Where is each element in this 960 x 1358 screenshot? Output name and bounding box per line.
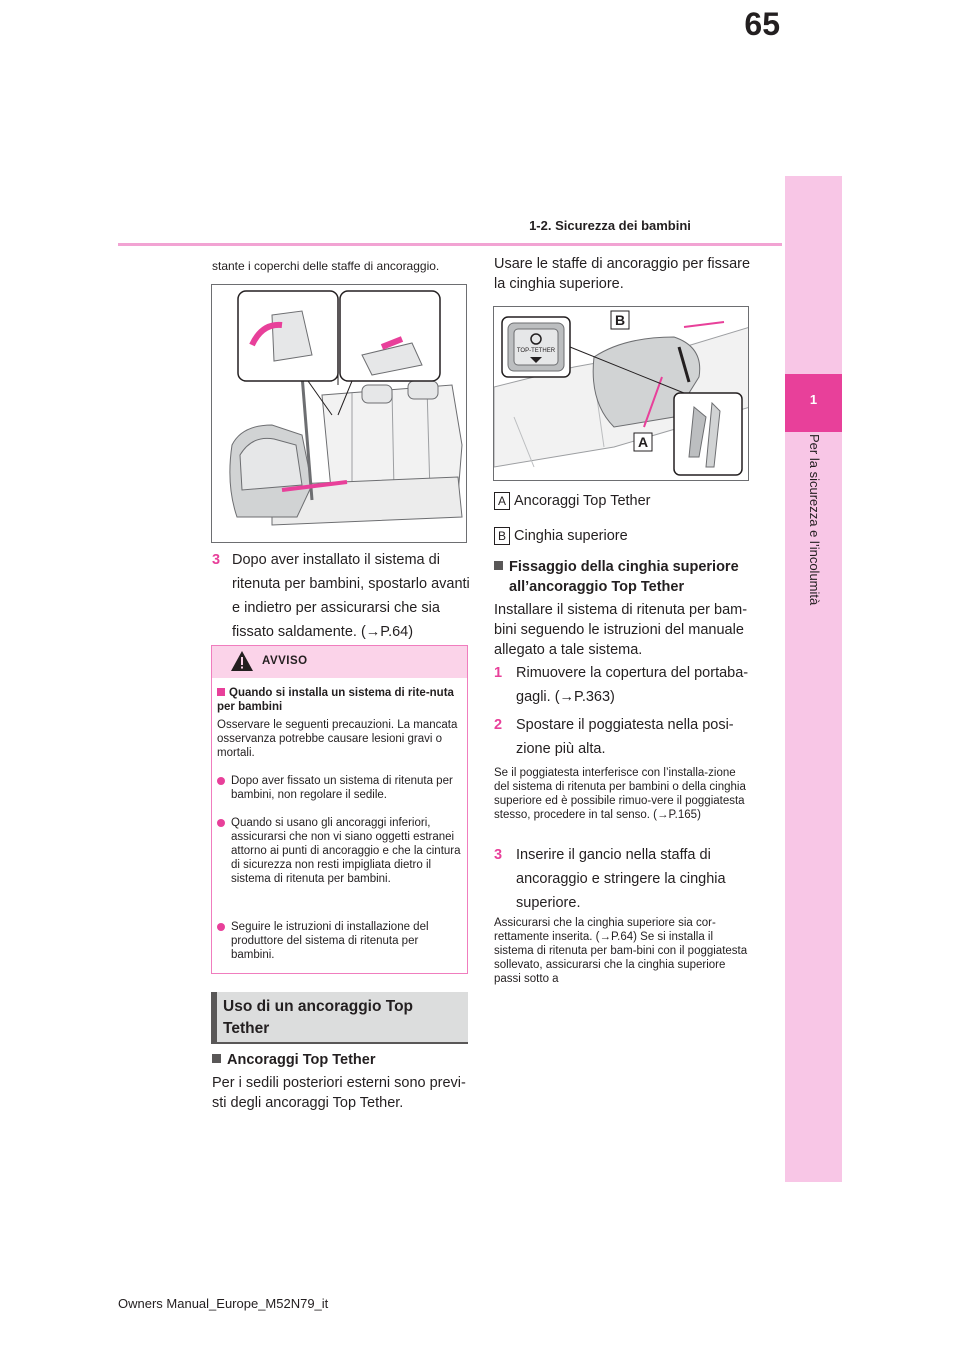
round-bullet-icon <box>217 819 225 827</box>
warning-label: AVVISO <box>262 655 308 667</box>
figure-label-a: A <box>637 434 649 450</box>
chapter-number: 1 <box>809 392 818 407</box>
warning-intro: Osservare le seguenti precauzioni. La mancata osservanza potrebbe causare lesioni gravi o mortali. <box>217 719 458 759</box>
figure-top-tether <box>493 306 749 481</box>
figure-label-b: B <box>614 312 626 328</box>
legend-text: Cinghia superiore <box>514 528 628 544</box>
top-tether-illustration <box>494 307 749 481</box>
legend-key: A <box>494 492 510 510</box>
warning-subhead: Quando si installa un sistema di rite-nuta per bambini <box>217 687 454 713</box>
step-2 <box>494 713 756 761</box>
note-cinghia: Assicurarsi che la cinghia superiore sia cor-rettamente inserita. (→P.64) Se si installa il sistema di ritenuta per bam-bini con il poggiatesta sollevato, assicurarsi che la cinghia superiore passi sotto a <box>494 917 748 985</box>
warning-triangle-icon <box>230 650 254 672</box>
step-number: 2 <box>494 717 503 733</box>
square-bullet-icon <box>212 1054 221 1063</box>
warning-bullet: Quando si usano gli ancoraggi inferiori, assicurarsi che non vi siano oggetti estranei attorno ai punti di ancoraggio e che la cintura di sicurezza non resti impigliata dietro il sistema di ritenuta per bambini. <box>217 816 462 886</box>
square-bullet-icon <box>494 561 503 570</box>
note-poggiatesta: Se il poggiatesta interferisce con l’installa-zione del sistema di ritenuta per bambini o della cinghia superiore ed è possibile rimuo-vere il poggiatesta stesso, procedere in tal senso. (→P.165) <box>494 767 746 821</box>
child-seat-illustration <box>212 285 467 543</box>
step-text: Dopo aver installato il sistema di ritenuta per bambini, spostarlo avanti e indietro per assicurarsi che sia fissato saldamente. (→P.64) <box>232 552 470 640</box>
step-text: Rimuovere la copertura del portaba-gagli. (→P.363) <box>516 665 749 705</box>
continuation-text: stante i coperchi delle staffe di ancoraggio. <box>212 259 440 273</box>
subhead-ancoraggi: Ancoraggi Top Tether <box>212 1050 472 1070</box>
step-text: Spostare il poggiatesta nella posi-zione più alta. <box>516 717 734 757</box>
step-3-left <box>212 548 472 644</box>
section-heading-bar <box>211 992 217 1042</box>
footer-document-id: Owners Manual_Europe_M52N79_it <box>118 1296 329 1311</box>
subhead-fissaggio: Fissaggio della cinghia superiore all’ancoraggio Top Tether <box>494 557 771 597</box>
header-divider <box>118 243 782 246</box>
legend-item-b <box>494 527 754 545</box>
legend-text: Ancoraggi Top Tether <box>514 493 651 509</box>
intro-paragraph: Usare le staffe di ancoraggio per fissare la cinghia superiore. <box>494 256 751 292</box>
legend-key: B <box>494 527 510 545</box>
round-bullet-icon <box>217 777 225 785</box>
warning-bullet: Seguire le istruzioni di installazione del produttore del sistema di ritenuta per bambini. <box>217 920 462 962</box>
chapter-title: Per la sicurezza e l’incolumità <box>807 434 822 606</box>
warning-box <box>211 645 468 974</box>
square-bullet-icon <box>217 688 225 696</box>
step-1 <box>494 661 756 709</box>
figure-badge-text: TOP-TETHER <box>516 348 556 354</box>
step-number: 1 <box>494 665 503 681</box>
section-heading-rule <box>211 1042 468 1044</box>
paragraph-ancoraggi: Per i sedili posteriori esterni sono previ-sti degli ancoraggi Top Tether. <box>212 1075 466 1111</box>
warning-header <box>212 646 467 678</box>
step-text: Inserire il gancio nella staffa di ancoraggio e stringere la cinghia superiore. <box>516 847 726 911</box>
figure-child-seat-anchor <box>211 284 467 543</box>
legend-item-a <box>494 492 754 510</box>
section-title: 1-2. Sicurezza dei bambini <box>529 218 691 233</box>
paragraph-fissaggio: Installare il sistema di ritenuta per bam-bini seguendo le istruzioni del manuale allegato a tale sistema. <box>494 602 748 658</box>
chapter-side-tab <box>785 176 842 1182</box>
page-number: 65 <box>744 6 780 42</box>
warning-bullet: Dopo aver fissato un sistema di ritenuta per bambini, non regolare il sedile. <box>217 774 462 802</box>
step-number: 3 <box>212 552 221 568</box>
step-3-right <box>494 843 756 915</box>
step-number: 3 <box>494 847 503 863</box>
round-bullet-icon <box>217 923 225 931</box>
section-heading: Uso di un ancoraggio Top Tether <box>223 998 414 1037</box>
